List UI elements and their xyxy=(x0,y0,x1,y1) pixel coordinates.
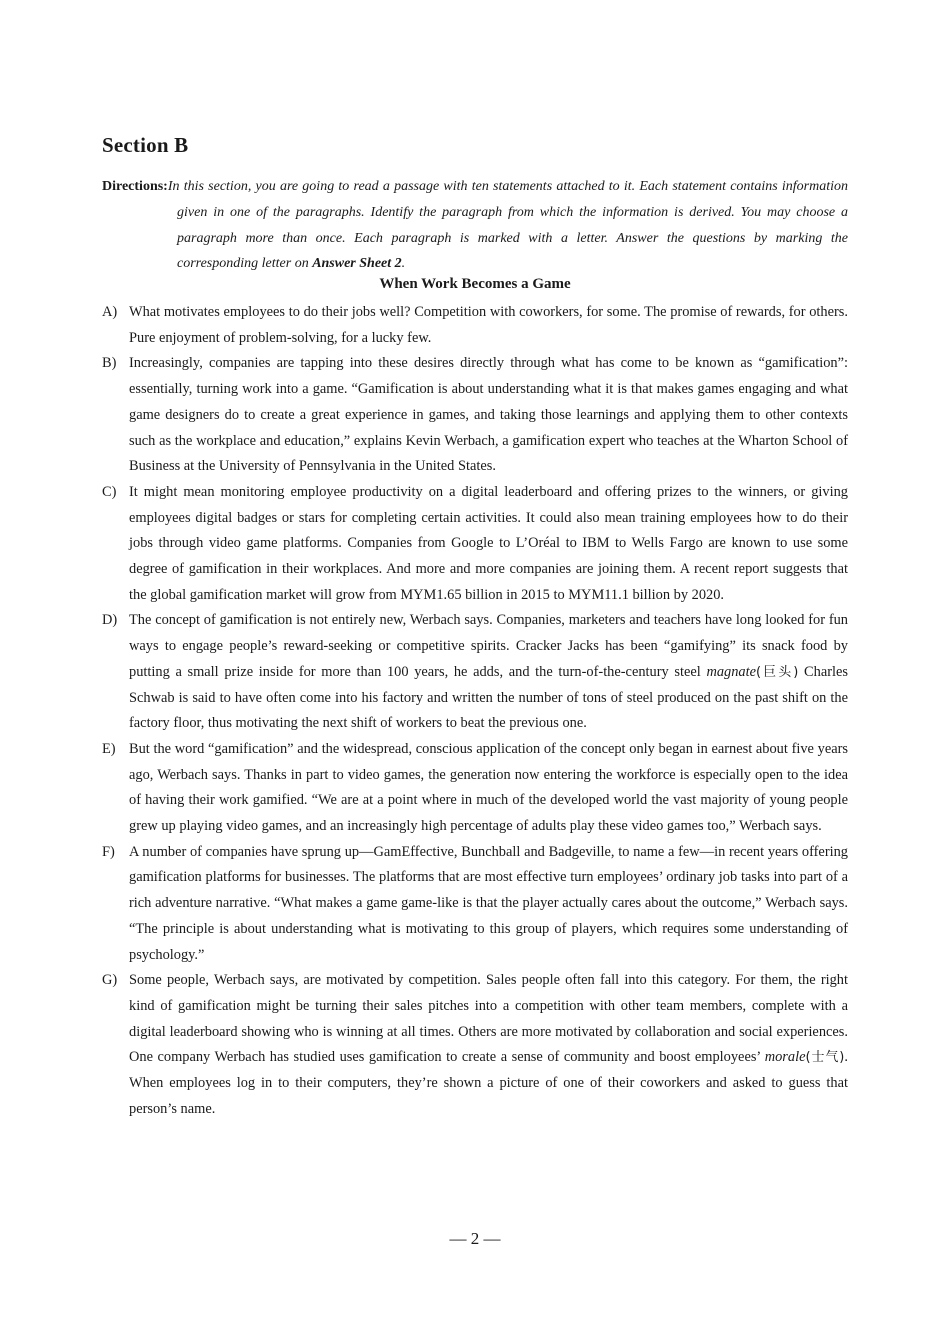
paragraph-a xyxy=(102,300,848,351)
paragraph-c xyxy=(102,480,848,609)
page-number: — 2 — xyxy=(449,1229,501,1248)
paragraph-text-after: Charles Schwab is said to have often come into his factory and written the number of tons of steel produced on the past shift on the factory floor, thus motivating the next shift of workers to beat the previous one. xyxy=(129,663,848,732)
passage-body xyxy=(102,300,848,1123)
paragraph-letter: B) xyxy=(102,355,117,372)
paragraph-text: But the word “gamification” and the widespread, conscious application of the concept only began in earnest about five years ago, Werbach says. Thanks in part to video games, the generation now entering the workforce is especially open to the idea of having their work gamified. “We are at a point where in much of the developed world the vast majority of young people grew up playing video games, and an increasingly high percentage of adults play these video games too,” Werbach says. xyxy=(129,740,848,835)
passage-title: When Work Becomes a Game xyxy=(379,276,571,292)
answer-sheet-reference: Answer Sheet 2 xyxy=(312,256,402,272)
directions-label: Directions: xyxy=(102,179,168,194)
directions-end: . xyxy=(401,256,406,272)
chinese-gloss: (士气) xyxy=(805,1050,845,1066)
paragraph-letter: G) xyxy=(102,972,118,989)
directions xyxy=(102,174,848,277)
vocabulary-term: morale xyxy=(764,1049,806,1066)
directions-text: In this section, you are going to read a passage with ten statements attached to it. Each statement contains information given in one of the paragraphs. Identify the paragraph from which the information is derived. You may choose a paragraph more than once. Each paragraph is marked with a letter. Answer the questions by marking the corresponding letter on xyxy=(167,179,848,272)
paragraph-letter: F) xyxy=(102,843,115,860)
paragraph-text-before: The concept of gamification is not entirely new, Werbach says. Companies, marketers and teachers have long looked for fun ways to engage people’s reward-seeking or competitive spirits. Cracker Jacks has been “gamifying” its snack food by putting a small prize inside for more than 100 years, he adds, and the turn-of-the-century steel xyxy=(129,612,848,680)
paragraph-b xyxy=(102,351,848,480)
paragraph-letter: E) xyxy=(102,740,116,757)
paragraph-text-after: . When employees log in to their computers, they’re shown a picture of one of their coworkers and asked to guess that person’s name. xyxy=(129,1049,848,1117)
paragraph-g xyxy=(102,968,848,1122)
paragraph-text: It might mean monitoring employee productivity on a digital leaderboard and offering prizes to the winners, or giving employees digital badges or stars for completing certain activities. It could also mean training employees how to do their jobs through video game platforms. Companies from Google to L’Oréal to IBM to Wells Fargo are known to use some degree of gamification in their workplaces. And more and more companies are joining them. A recent report suggests that the global gamification market will grow from MYM1.65 billion in 2015 to MYM11.1 billion by 2020. xyxy=(129,483,848,603)
paragraph-letter: A) xyxy=(102,304,118,320)
paragraph-text: A number of companies have sprung up—GamEffective, Bunchball and Badgeville, to name a few—in recent years offering gamification platforms for businesses. The platforms that are most effective turn employees’ ordinary job tasks into part of a rich adventure narrative. “What makes a game game-like is that the player actually cares about the outcome,” Werbach says. “The principle is about understanding what is motivating to this group of players, which requires some understanding of psychology.” xyxy=(129,843,848,963)
section-title: Section B xyxy=(102,133,189,157)
paragraph-letter: C) xyxy=(102,483,117,500)
paragraph-text: What motivates employees to do their jobs well? Competition with coworkers, for some. The promise of rewards, for others. Pure enjoyment of problem-solving, for a lucky few. xyxy=(129,304,848,346)
paragraph-e xyxy=(102,737,848,840)
paragraph-f xyxy=(102,840,848,969)
paragraph-text-before: Some people, Werbach says, are motivated by competition. Sales people often fall into this category. For them, the right kind of gamification might be turning their sales pitches into a competition with other team members, complete with a digital leaderboard showing who is winning at all times. Others are more motivated by collaboration and social experiences. One company Werbach has studied uses gamification to create a sense of community and boost employees’ xyxy=(129,972,848,1066)
vocabulary-term: magnate xyxy=(706,663,756,680)
paragraph-text: Increasingly, companies are tapping into these desires directly through what has come to be known as “gamification”: essentially, turning work into a game. “Gamification is about understanding what it is that makes games engaging and what game designers do to create a great experience in games, and taking those learnings and applying them to other contexts such as the workplace and education,” explains Kevin Werbach, a gamification expert who teaches at the Wharton School of Business at the University of Pennsylvania in the United States. xyxy=(129,355,848,475)
paragraph-letter: D) xyxy=(102,612,118,629)
chinese-gloss: (巨头) xyxy=(756,664,799,680)
paragraph-d xyxy=(102,608,848,737)
